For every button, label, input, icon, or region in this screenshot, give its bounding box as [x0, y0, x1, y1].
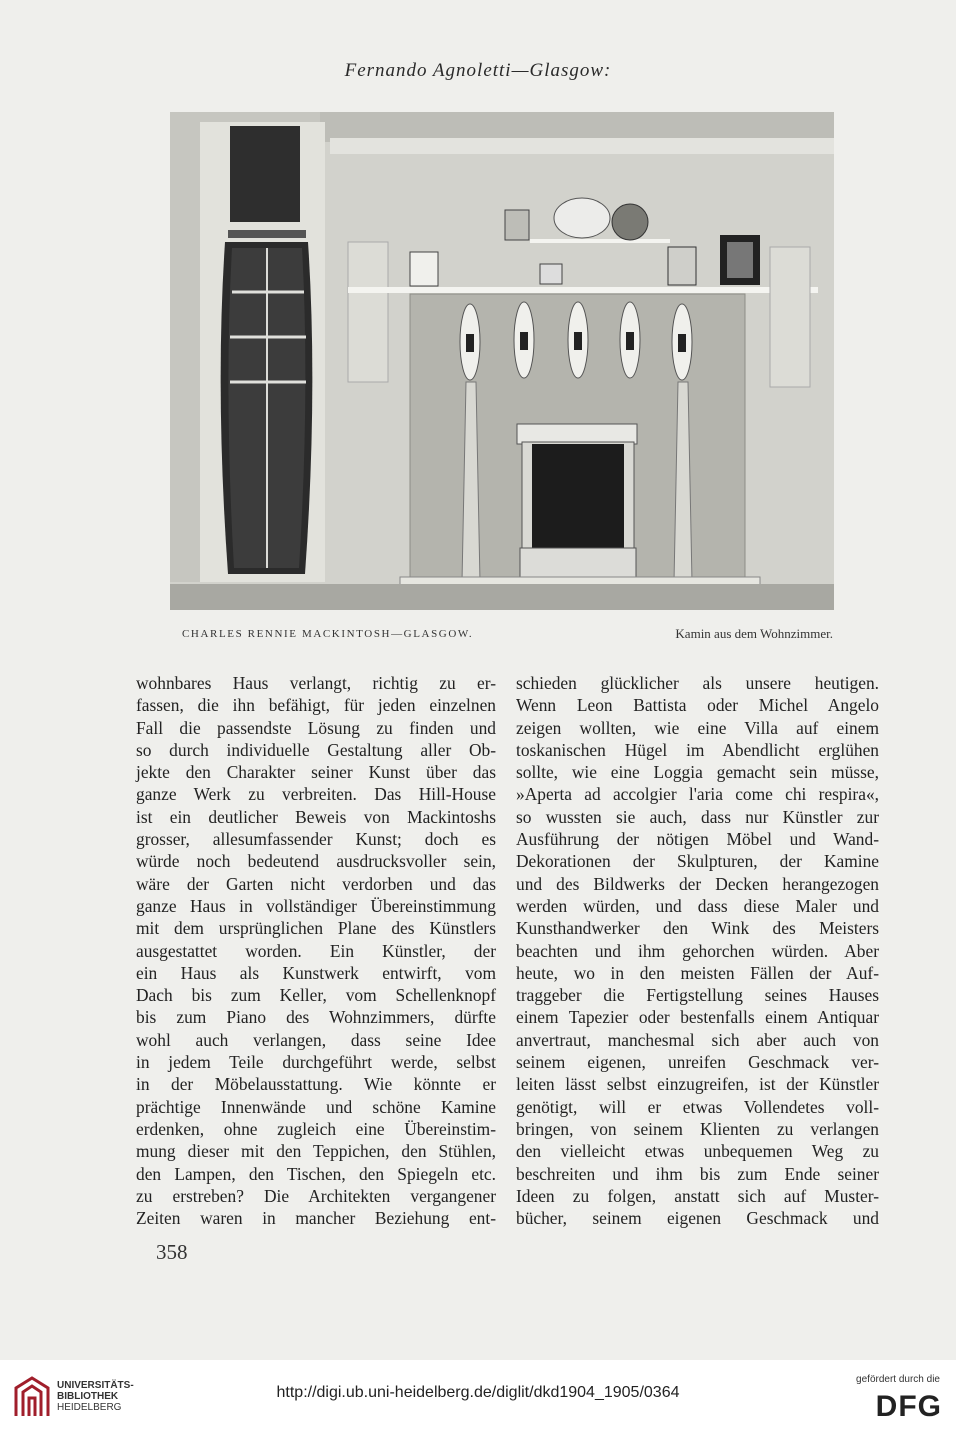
- figure-caption-credit: CHARLES RENNIE MACKINTOSH—GLASGOW.: [182, 628, 474, 640]
- text-column-right: [516, 672, 879, 1229]
- text-line: Dekorationen der Skulpturen, der Kamine: [516, 851, 879, 872]
- library-line: BIBLIOTHEK: [57, 1391, 119, 1402]
- text-line: zeigen wollten, wie eine Villa auf einem: [516, 717, 879, 738]
- text-line: prächtige Innenwände und schöne Kamine: [136, 1096, 496, 1117]
- text-line: leiten lässt selbst einzugreifen, ist der Künstler: [516, 1074, 879, 1095]
- text-line: einem Tapezier oder bestenfalls einem Antiquar: [516, 1007, 879, 1028]
- text-line: zu erstreben? Die Architekten vergangener: [136, 1185, 496, 1206]
- text-line: wohl auch verlangen, dass seine Idee: [136, 1029, 496, 1050]
- text-line: erdenken, ohne zugleich eine Übereinstim-: [136, 1118, 496, 1139]
- text-line: ist ein deutlicher Beweis von Mackintoshs: [136, 806, 496, 827]
- text-line: seinem eigenen, unreifen Geschmack ver-: [516, 1052, 879, 1073]
- text-line: Zeiten waren in mancher Beziehung ent-: [136, 1208, 496, 1229]
- text-line: jekte den Charakter seiner Kunst über das: [136, 762, 496, 783]
- text-line: genötigt, will er etwas Vollendetes voll-: [516, 1096, 879, 1117]
- text-line: beschreiten und ihm bis zum Ende seiner: [516, 1163, 879, 1184]
- text-line: Wenn Leon Battista oder Michel Angelo: [516, 695, 879, 716]
- text-line: den vielleicht etwas unbequemen Weg zu: [516, 1141, 879, 1162]
- page-number: 358: [156, 1240, 188, 1264]
- source-url-link[interactable]: http://digi.ub.uni-heidelberg.de/diglit/dkd1904_1905/0364: [276, 1384, 680, 1401]
- text-line: wäre der Garten nicht verdorben und das: [136, 873, 496, 894]
- text-line: so wussten sie auch, dass nur Künstler zur: [516, 806, 879, 827]
- text-line: ein Haus als Kunstwerk entwirft, vom: [136, 962, 496, 983]
- text-line: toskanischen Hügel im Abendlicht erglühen: [516, 739, 879, 760]
- text-line: heute, wo in den meisten Fällen der Auf-: [516, 962, 879, 983]
- text-line: würde noch bedeutend ausdrucksvoller sein,: [136, 851, 496, 872]
- text-line: in der Möbelausstattung. Wie könnte er: [136, 1074, 496, 1095]
- text-line: Ideen zu folgen, anstatt sich auf Muster-: [516, 1185, 879, 1206]
- text-line: Ausführung der nötigen Möbel und Wand-: [516, 829, 879, 850]
- text-line: ganze Werk zu verbreiten. Das Hill-House: [136, 784, 496, 805]
- text-line: traggeber die Fertigstellung seines Hauses: [516, 985, 879, 1006]
- text-line: und des Bildwerks der Decken herangezogen: [516, 873, 879, 894]
- funder-note: gefördert durch die: [856, 1374, 940, 1385]
- text-line: bücher, seinem eigenen Geschmack und: [516, 1208, 879, 1229]
- library-line: UNIVERSITÄTS-: [57, 1380, 134, 1391]
- text-line: ausgestattet worden. Ein Künstler, der: [136, 940, 496, 961]
- text-line: »Aperta ad accolgier l'aria come chi respira«,: [516, 784, 879, 805]
- text-line: ganze Haus in vollständiger Übereinstimmung: [136, 895, 496, 916]
- text-line: Kunsthandwerker den Wink des Meisters: [516, 918, 879, 939]
- footer-bar: [0, 1360, 956, 1433]
- text-line: fassen, die ihn befähigt, für jeden einzelnen: [136, 695, 496, 716]
- text-line: anvertraut, manchesmal sich aber auch von: [516, 1029, 879, 1050]
- running-title: Fernando Agnoletti—Glasgow:: [344, 60, 612, 81]
- library-line: HEIDELBERG: [57, 1402, 122, 1413]
- text-line: so durch individuelle Gestaltung aller Ob-: [136, 739, 496, 760]
- text-column-left: [136, 672, 496, 1229]
- text-line: den Lampen, den Tischen, den Spiegeln etc.: [136, 1163, 496, 1184]
- dfg-logo: DFG: [875, 1390, 942, 1423]
- text-line: mung dieser mit den Teppichen, den Stühlen,: [136, 1141, 496, 1162]
- text-line: werden würden, und dass diese Maler und: [516, 895, 879, 916]
- figure-caption-title: Kamin aus dem Wohnzimmer.: [675, 626, 833, 641]
- text-line: sollte, wie eine Loggia gemacht sein müsse,: [516, 762, 879, 783]
- text-line: mit dem ursprünglichen Plane des Künstlers: [136, 918, 496, 939]
- text-line: wohnbares Haus verlangt, richtig zu er-: [136, 673, 496, 693]
- text-line: Dach bis zum Keller, vom Schellenknopf: [136, 985, 496, 1006]
- text-line: schieden glücklicher als unsere heutigen.: [516, 673, 879, 693]
- text-line: Fall die passendste Lösung zu finden und: [136, 717, 496, 738]
- text-line: bis zum Piano des Wohnzimmers, dürfte: [136, 1007, 496, 1028]
- text-line: grosser, allesumfassender Kunst; doch es: [136, 829, 496, 850]
- text-line: bringen, von seinem Klienten zu verlangen: [516, 1118, 879, 1139]
- text-line: in jedem Teile durchgeführt werde, selbst: [136, 1052, 496, 1073]
- text-line: beachten und ihm gehorchen würden. Aber: [516, 940, 879, 961]
- fireplace-photo: [170, 112, 834, 610]
